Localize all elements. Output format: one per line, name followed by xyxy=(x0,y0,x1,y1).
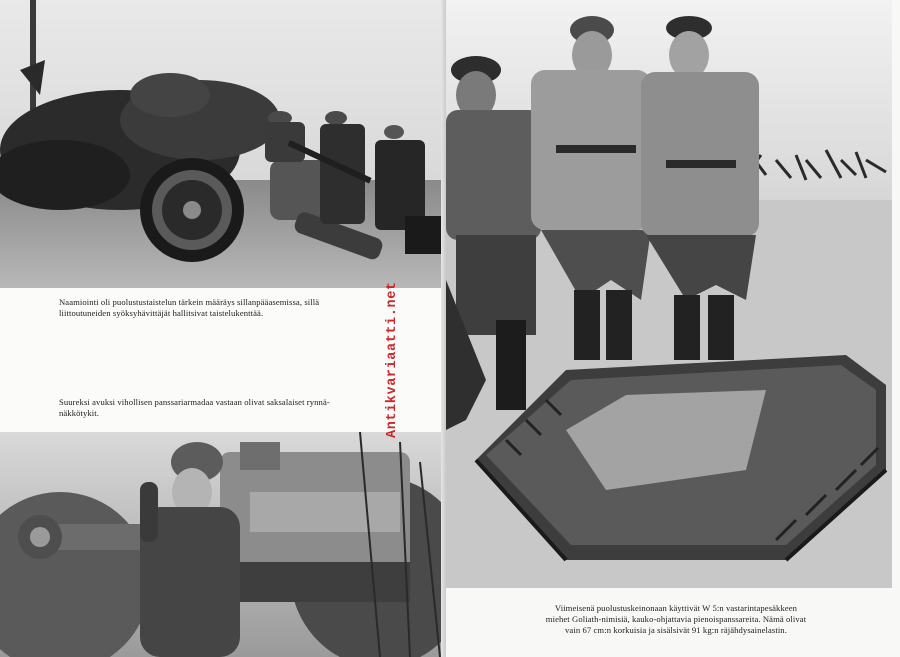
caption-assault-guns-line-2: näkkötykit. xyxy=(59,408,100,418)
caption-goliath xyxy=(484,603,868,636)
left-page xyxy=(0,0,446,657)
bottom-photo-anti-tank xyxy=(0,432,446,657)
caption-camouflage-line-1: Naamiointi oli puolustustaistelun tärkein määräys sillanpääasemissa, sillä xyxy=(59,297,320,307)
right-photo-image xyxy=(446,0,892,588)
caption-camouflage xyxy=(59,297,429,319)
right-page xyxy=(446,0,900,657)
caption-assault-guns-line-1: Suureksi avuksi vihollisen panssariarmadaa vastaan olivat saksalaiset rynnä- xyxy=(59,397,330,407)
top-photo-image xyxy=(0,0,446,288)
right-photo-goliath xyxy=(446,0,892,588)
watermark-text: Antikvariaatti.net xyxy=(385,281,400,438)
caption-assault-guns xyxy=(59,397,429,419)
top-photo-camouflaged-gun xyxy=(0,0,446,288)
bottom-photo-image xyxy=(0,432,446,657)
caption-goliath-line-2: miehet Goliath-nimisiä, kauko-ohjattavia pienoispanssareita. Nämä olivat xyxy=(545,614,807,624)
caption-goliath-line-3: vain 67 cm:n korkuisia ja sisälsivät 91 kg:n räjähdysainelastin. xyxy=(565,625,787,635)
caption-goliath-line-1: Viimeisenä puolustuskeinonaan käyttivät W 5:n vastarintapesäkkeen xyxy=(554,603,798,613)
caption-camouflage-line-2: liittoutuneiden syöksyhävittäjät hallitsivat taistelukenttää. xyxy=(59,308,264,318)
